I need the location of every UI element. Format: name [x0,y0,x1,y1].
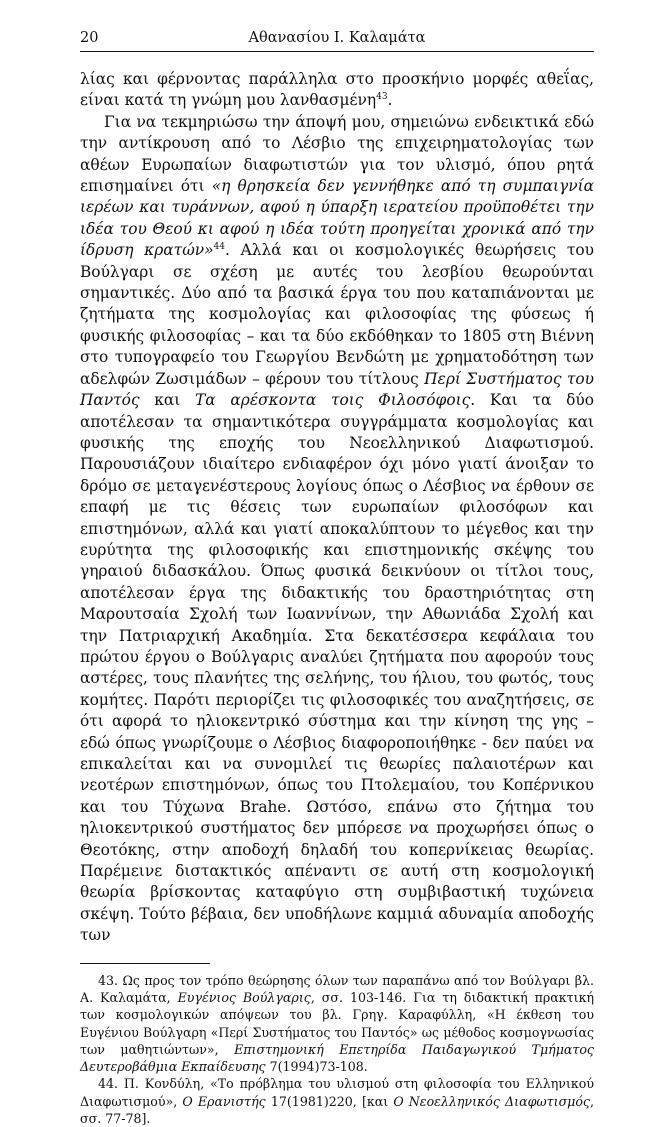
running-title: Αθανασίου Ι. Καλαμάτα [248,30,426,46]
text-run: 7(1994)73-108. [265,1059,368,1075]
book-page [80,28,594,1127]
body-text [80,69,594,947]
header-rule [80,51,594,52]
text-run: και [139,391,196,410]
footnotes [80,972,594,1127]
footnote-separator [80,963,210,964]
text-run: 44. Π. Κονδύλη, «Το πρόβλημα του υλισμού στη φιλοσοφία του Ελληνικού Διαφωτισμού», [80,1076,594,1109]
page-header [80,28,594,50]
paragraph [80,112,594,947]
italic-text: Τα αρέσκοντα τοις Φιλοσόφοις [195,391,471,410]
text-run: , σσ. 103-146. Για τη διδακτική πρακτική των κοσμολογικών απόψεων του βλ. Γρηγ. Καραφύλλη, «Η έκθεση του Ευγένιου Βούλγαρη «Περί Συστήματος του Παντός» ως μέθοδος κοσμογνωσίας των μαθητιώντων», [80,989,595,1057]
italic-text: «η θρησκεία δεν γεννήθηκε από τη συμπαιγνία ιερέων και τυράννων, αφού η ύπαρξη ιερατείου προϋποθέτει την ιδέα του Θεού κι αφού η ιδέα τούτη προηγείται χρονικά από την ίδρυση κρατών» [80,177,594,260]
text-run: 17(1981)220, [και [265,1093,394,1109]
text-run: . Και τα δύο αποτέλεσαν τα σημαντικότερα συγγράμματα κοσμολογίας και φυσικής της εποχής του Νεοελληνικού Διαφωτισμού. Παρουσιάζουν ιδιαίτερο ενδιαφέρον όχι μόνο γιατί άνοιξαν το δρόμο σε μεταγενέστερους λογίους όπως ο Λέσβιος να έρθουν σε επαφή με τις θέσεις των ευρωπαίων φιλοσόφων και επιστημόνων, αλλά και γιατί αποκαλύπτουν το μέγεθος και την ευρύτητα της φιλοσοφικής και επιστημονικής σκέψης του γηραιού διδασκάλου. Όπως φυσικά δεικνύουν οι τίτλοι τους, αποτέλεσαν έργα της διδακτικής του δραστηριότητας στη Μαρουτσαία Σχολή των Ιωαννίνων, την Αθωνιάδα Σχολή και την Πατριαρχική Ακαδημία. Στα δεκατέσσερα κεφάλαια του πρώτου έργου ο Βούλγαρις αναλύει ζητήματα που αφορούν τους αστέρες, τους πλανήτες της σελήνης, του ήλιου, του φωτός, τους κομήτες. Παρότι περιορίζει τις φιλοσοφικές του αναζητήσεις, σε ότι αφορά το ηλιοκεντρικό σύστημα και την κίνηση της γης – εδώ όπως γνωρίζουμε ο Λέσβιος διαφοροποιήθηκε - δεν παύει να επικαλείται και να συνομιλεί τις θεωρίες παλαιοτέρων και νεοτέρων επιστημόνων, όπως του Πτολεμαίου, του Κοπέρνικου και του Τύχωνα Brahe. Ωστόσο, επάνω στο ζήτημα του ηλιοκεντρικού συστήματος δεν μπόρεσε να προχωρήσει όπως ο Θεοτόκης, στην αποδοχή δηλαδή του κοπερνίκειας θεωρίας. Παρέμεινε διστακτικός απέναντι σε αυτή στη κοσμολογική θεωρία βρίσκοντας καταφύγιο στη συμβιβαστική τυχώνεια σκέψη. Τούτο βέβαια, δεν υποδήλωνε καμμιά αδυναμία αποδοχής των [80,391,594,945]
paragraph [80,69,594,112]
footnote [80,1075,594,1127]
footnote-ref: 44 [213,242,225,253]
footnote-ref: 43 [376,92,388,103]
italic-text: Ο Νεοελληνικός Διαφωτισμός [393,1093,590,1109]
italic-text: Ευγένιος Βούλγαρις [177,989,311,1005]
text-run: λίας και φέρνοντας παράλληλα στο προσκήνιο μορφές αθεΐας, είναι κατά τη γνώμη μου λανθασμένη [80,70,594,110]
text-run: . Αλλά και οι κοσμολογικές θεωρήσεις του Βούλγαρι σε σχέση με αυτές του λεσβίου θεωρούνται σημαντικές. Δύο από τα βασικά έργα του που καταπιάνονται με ζητήματα της κοσμολογίας και φιλοσοφίας της φύσεως ή φυσικής φιλοσοφίας – και τα δύο εκδόθηκαν το 1805 στη Βιέννη στο τυπογραφείο του Γεωργίου Βενδώτη με χρηματοδότηση των αδελφών Ζωσιμάδων – φέρουν του τίτλους [80,241,595,388]
italic-text: Ο Ερανιστής [182,1093,266,1109]
italic-text: Περί Συστήματος του Παντός [80,369,594,410]
text-run: Για να τεκμηριώσω την άποψή μου, σημειώνω ενδεικτικά εδώ την αντίκρουση από το Λέσβιο της επιχειρηματολογίας των αθέων Ευρωπαίων διαφωτιστών για τον υλισμό, όπου ρητά επισημαίνει ότι [80,112,594,196]
text-run: . [387,91,393,110]
italic-text: Επιστημονική Επετηρίδα Παιδαγωγικού Τμήματος Δευτεροβάθμια Εκπαίδευσης [80,1041,594,1075]
page-number: 20 [80,30,99,46]
text-run: 43. Ως προς τον τρόπο θεώρησης όλων των παραπάνω από τον Βούλγαρι βλ. Α. Καλαμάτα, [80,972,594,1005]
text-run: , σσ. 77-78]. [80,1093,595,1127]
